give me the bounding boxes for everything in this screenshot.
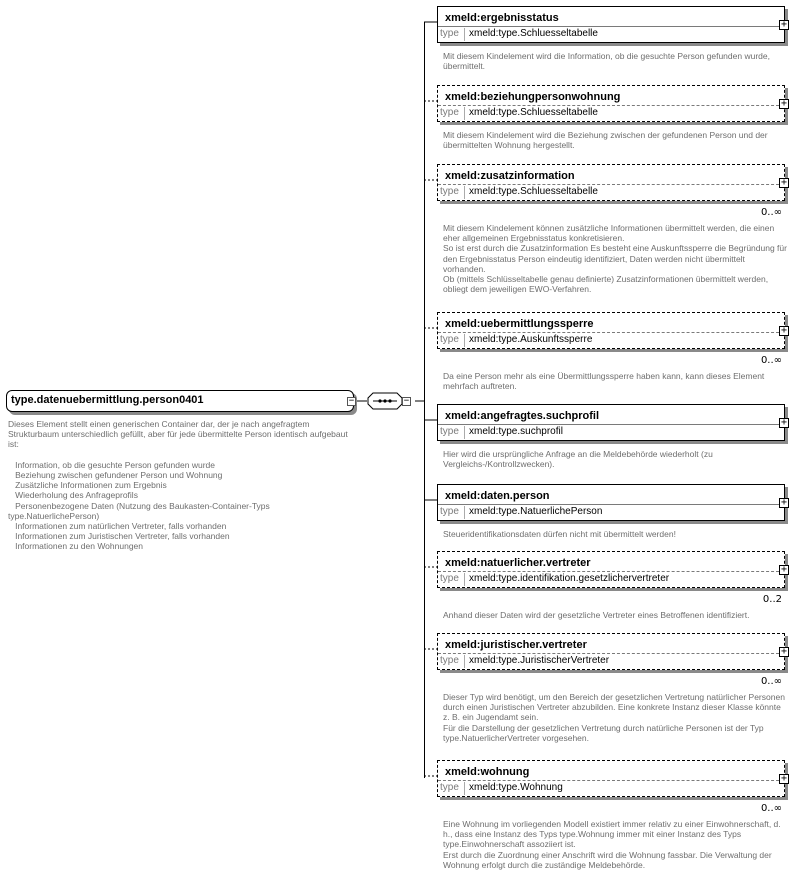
- type-label: type: [440, 782, 465, 795]
- element-name: xmeld:natuerlicher.vertreter: [445, 557, 591, 569]
- cardinality-label: 0..∞: [760, 207, 782, 218]
- type-value: xmeld:type.Schluesseltabelle: [469, 107, 598, 118]
- type-label: type: [440, 186, 465, 199]
- element-type-row: [438, 571, 784, 587]
- element-documentation: Mit diesem Kindelement können zusätzliche Informationen übermittelt werden, die einen eher allgemeinen Ergebnisstatus konkretisieren. So ist erst durch die Zusatzinformation Es besteht eine Auskunftssperre die Begründung für den Ergebnisstatus Person eindeutig identifiziert, Daten werden nicht übermittelt vorhanden. Ob (mittels Schlüsseltabelle genau definierte) Zusatzinformationen übermittelt werden, obliegt dem jeweiligen EWO-Verfahren.: [443, 223, 787, 295]
- element-documentation: Dieser Typ wird benötigt, um den Bereich der gesetzlichen Vertretung natürlicher Personen durch einen Juristischen Vertreter abzubilden. Eine konkrete Instanz dieser Klasse könnte z. B. ein Jugendamt sein. Für die Darstellung der gesetzlichen Vertretung durch natürliche Personen ist der Typ type.NatuerlicherVertreter vorgesehen.: [443, 692, 785, 743]
- element-name: xmeld:wohnung: [445, 766, 530, 778]
- element-name: xmeld:zusatzinformation: [445, 170, 575, 182]
- expand-plus-icon[interactable]: +: [780, 97, 788, 109]
- element-documentation: Mit diesem Kindelement wird die Beziehung zwischen der gefundenen Person und der übermittelten Wohnung hergestellt.: [443, 130, 770, 151]
- type-label: type: [440, 426, 465, 439]
- element-name: xmeld:beziehungpersonwohnung: [445, 91, 621, 103]
- cardinality-label: 0..∞: [760, 676, 782, 687]
- element-type-row: [438, 26, 784, 42]
- element-type-row: [438, 653, 784, 669]
- type-label: type: [440, 28, 465, 41]
- expand-plus-icon[interactable]: +: [780, 496, 788, 508]
- sequence-collapse-button[interactable]: −: [403, 396, 410, 406]
- element-documentation: Hier wird die ursprüngliche Anfrage an die Meldebehörde wiederholt (zu Vergleichs-/Kontrollzwecken).: [443, 449, 716, 470]
- element-type-row: [438, 504, 784, 520]
- element-documentation: Steueridentifikationsdaten dürfen nicht mit übermittelt werden!: [443, 529, 676, 539]
- sequence-compositor-icon[interactable]: [367, 392, 403, 410]
- type-value: xmeld:type.Wohnung: [469, 782, 563, 793]
- type-value: xmeld:type.NatuerlichePerson: [469, 506, 603, 517]
- root-element-box[interactable]: [6, 390, 354, 412]
- expand-plus-icon[interactable]: +: [780, 645, 788, 657]
- element-box[interactable]: [437, 484, 788, 521]
- type-label: type: [440, 573, 465, 586]
- expand-plus-icon[interactable]: +: [780, 324, 788, 336]
- element-type-row: [438, 105, 784, 121]
- element-name: xmeld:ergebnisstatus: [445, 12, 559, 24]
- element-box[interactable]: [437, 6, 788, 43]
- element-type-row: [438, 424, 784, 440]
- root-element-description: Dieses Element stellt einen generischen Container dar, der je nach angefragtem Strukturbaum unterschiedlich gefüllt, aber für jede übermittelte Person identisch aufgebaut ist: Information, ob die gesuchte Person gefunden wurde Beziehung zwischen gefundener Person und Wohnung Zusätzliche Informationen zum Ergebnis Wiederholung des Anfrageprofils Personenbezogene Daten (Nutzung des Baukasten-Container-Typs type.NatuerlichePerson) Informationen zum natürlichen Vertreter, falls vorhanden Informationen zum Juristischen Vertreter, falls vorhanden Informationen zu den Wohnungen: [8, 419, 348, 552]
- expand-plus-icon[interactable]: +: [780, 563, 788, 575]
- element-name: xmeld:daten.person: [445, 490, 550, 502]
- element-box[interactable]: [437, 404, 788, 441]
- cardinality-label: 0..∞: [760, 803, 782, 814]
- element-name: xmeld:angefragtes.suchprofil: [445, 410, 600, 422]
- type-value: xmeld:type.suchprofil: [469, 426, 563, 437]
- element-type-row: [438, 780, 784, 796]
- root-collapse-button[interactable]: −: [348, 396, 355, 406]
- type-label: type: [440, 655, 465, 668]
- type-value: xmeld:type.Schluesseltabelle: [469, 186, 598, 197]
- type-value: xmeld:type.JuristischerVertreter: [469, 655, 610, 666]
- type-value: xmeld:type.identifikation.gesetzlichervertreter: [469, 573, 670, 584]
- element-documentation: Eine Wohnung im vorliegenden Modell existiert immer relativ zu einer Einwohnerschaft, d. h., dass eine Instanz des Typs type.Wohnung immer mit einer Instanz des Typs type.Einwohnerschaft assoziiert ist. Erst durch die Zuordnung einer Anschrift wird die Wohnung fassbar. Die Verwaltung der Wohnung erfolgt durch die zuständige Meldebehörde.: [443, 819, 781, 870]
- element-documentation: Mit diesem Kindelement wird die Information, ob die gesuchte Person gefunden wurde, übermittelt.: [443, 51, 773, 72]
- cardinality-label: 0..∞: [760, 355, 782, 366]
- element-type-row: [438, 332, 784, 348]
- element-name: xmeld:juristischer.vertreter: [445, 639, 587, 651]
- cardinality-label: 0..2: [762, 594, 782, 605]
- element-documentation: Da eine Person mehr als eine Übermittlungssperre haben kann, kann dieses Element mehrfach auftreten.: [443, 371, 767, 392]
- element-documentation: Anhand dieser Daten wird der gesetzliche Vertreter eines Betroffenen identifiziert.: [443, 610, 750, 620]
- expand-plus-icon[interactable]: +: [780, 416, 788, 428]
- expand-plus-icon[interactable]: +: [780, 772, 788, 784]
- type-label: type: [440, 334, 465, 347]
- element-box[interactable]: [437, 551, 788, 588]
- element-box[interactable]: [437, 312, 788, 349]
- type-value: xmeld:type.Schluesseltabelle: [469, 28, 598, 39]
- element-box[interactable]: [437, 164, 788, 201]
- element-box[interactable]: [437, 633, 788, 670]
- expand-plus-icon[interactable]: +: [780, 176, 788, 188]
- type-value: xmeld:type.Auskunftssperre: [469, 334, 593, 345]
- element-box[interactable]: [437, 85, 788, 122]
- element-box[interactable]: [437, 760, 788, 797]
- type-label: type: [440, 107, 465, 120]
- root-element-name: type.datenuebermittlung.person0401: [11, 394, 204, 406]
- expand-plus-icon[interactable]: +: [780, 18, 788, 30]
- type-label: type: [440, 506, 465, 519]
- element-name: xmeld:uebermittlungssperre: [445, 318, 594, 330]
- element-type-row: [438, 184, 784, 200]
